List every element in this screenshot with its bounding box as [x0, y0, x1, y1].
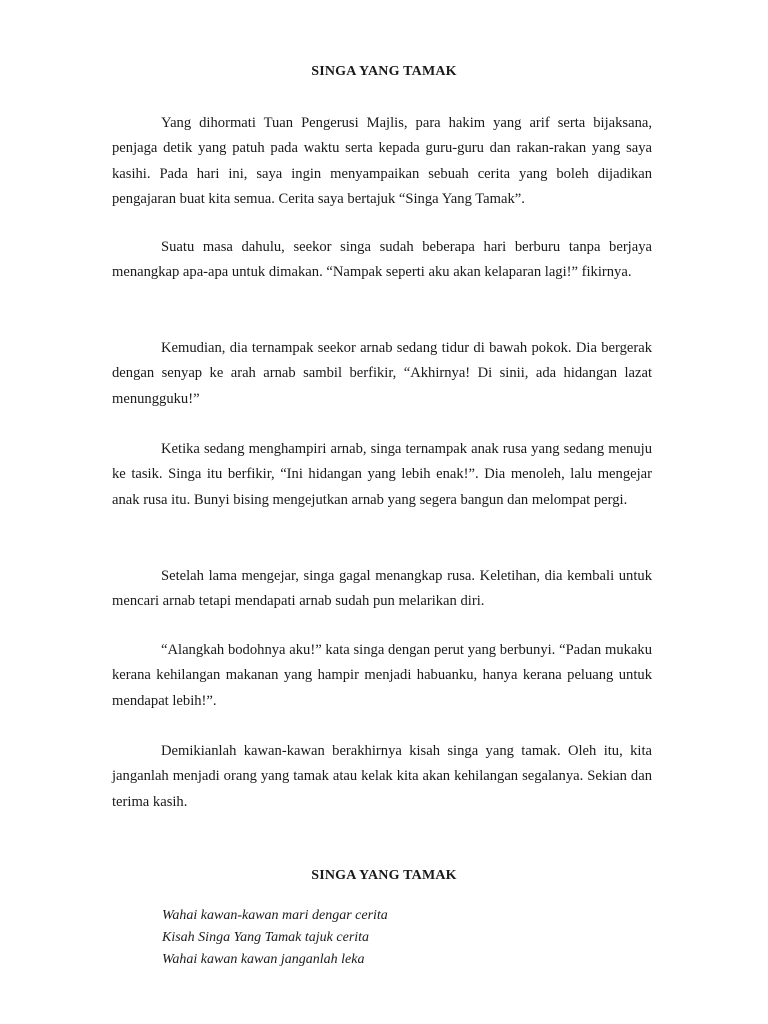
- poem: [162, 905, 388, 971]
- page-title: SINGA YANG TAMAK: [311, 64, 457, 79]
- poem-line: Wahai kawan kawan janganlah leka: [162, 952, 365, 967]
- paragraph-5: [112, 564, 652, 615]
- paragraph-text: Yang dihormati Tuan Pengerusi Majlis, para hakim yang arif serta bijaksana, penjaga detik yang patuh pada waktu serta kepada guru-guru dan rakan-rakan yang saya kasihi. Pada hari ini, saya ingin menyampaikan sebuah cerita yang boleh dijadikan pengajaran buat kita semua. Cerita saya bertajuk “Singa Yang Tamak”.: [112, 115, 652, 208]
- paragraph-7: [112, 739, 652, 815]
- paragraph-text: Demikianlah kawan-kawan berakhirnya kisah singa yang tamak. Oleh itu, kita janganlah menjadi orang yang tamak atau kelak kita akan kehilangan segalanya. Sekian dan terima kasih.: [112, 743, 652, 810]
- paragraph-2: [112, 235, 652, 286]
- paragraph-6: [112, 638, 652, 714]
- poem-line: Wahai kawan-kawan mari dengar cerita: [162, 908, 388, 923]
- paragraph-text: Ketika sedang menghampiri arnab, singa ternampak anak rusa yang sedang menuju ke tasik. Singa itu berfikir, “Ini hidangan yang lebih enak!”. Dia menoleh, lalu mengejar anak rusa itu. Bunyi bising mengejutkan arnab yang segera bangun dan melompat pergi.: [112, 441, 652, 508]
- paragraph-text: “Alangkah bodohnya aku!” kata singa dengan perut yang berbunyi. “Padan mukaku kerana kehilangan makanan yang hampir menjadi habuanku, hanya kerana peluang untuk mendapat lebih!”.: [112, 642, 652, 709]
- poem-title: SINGA YANG TAMAK: [311, 868, 457, 883]
- paragraph-text: Suatu masa dahulu, seekor singa sudah beberapa hari berburu tanpa berjaya menangkap apa-apa untuk dimakan. “Nampak seperti aku akan kelaparan lagi!” fikirnya.: [112, 239, 652, 281]
- poem-line: Kisah Singa Yang Tamak tajuk cerita: [162, 930, 370, 945]
- paragraph-text: Kemudian, dia ternampak seekor arnab sedang tidur di bawah pokok. Dia bergerak dengan senyap ke arah arnab sambil berfikir, “Akhirnya! Di sinii, ada hidangan lazat menungguku!”: [112, 340, 652, 407]
- paragraph-3: [112, 336, 652, 412]
- paragraph-1: [112, 111, 652, 213]
- paragraph-4: [112, 437, 652, 513]
- paragraph-text: Setelah lama mengejar, singa gagal menangkap rusa. Keletihan, dia kembali untuk mencari arnab tetapi mendapati arnab sudah pun melarikan diri.: [112, 568, 652, 610]
